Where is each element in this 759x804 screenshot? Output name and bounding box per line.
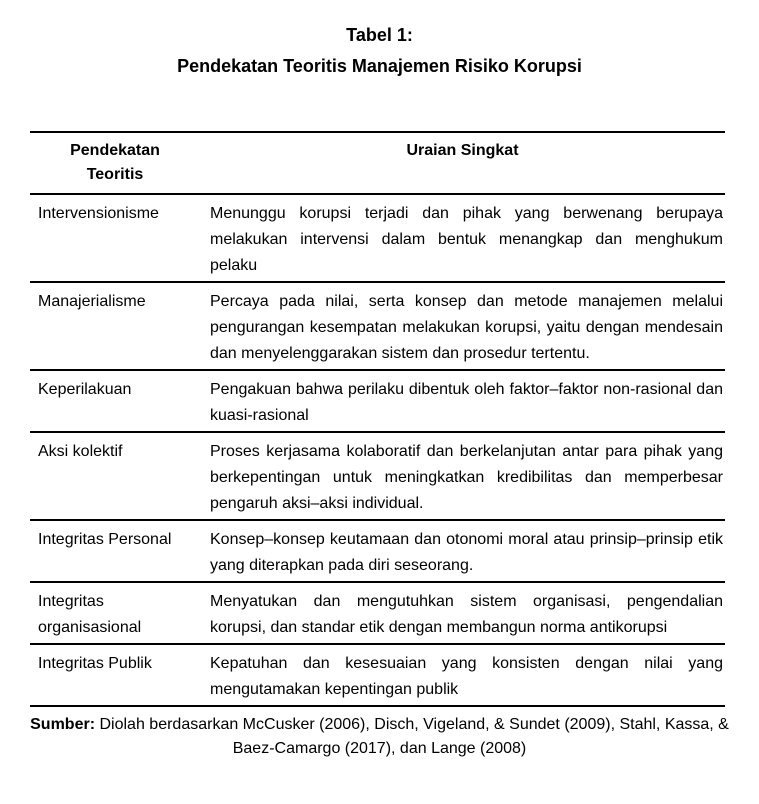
theoretical-approaches-table — [30, 131, 725, 707]
description-cell: Proses kerjasama kolaboratif dan berkelanjutan antar para pihak yang berkepentingan untuk meningkatkan kredibilitas dan memperbesar pengaruh aksi–aksi individual. — [200, 432, 725, 520]
description-cell: Percaya pada nilai, serta konsep dan metode manajemen melalui pengurangan kesempatan melakukan korupsi, yaitu dengan mendesain dan menyelenggarakan sistem dan prosedur tertentu. — [200, 282, 725, 370]
table-caption — [0, 20, 759, 82]
table-row — [30, 582, 725, 644]
header-row — [30, 132, 725, 194]
approach-cell: Integritas organisasional — [30, 582, 200, 644]
description-cell: Menyatukan dan mengutuhkan sistem organisasi, pengendalian korupsi, dan standar etik dengan membangun norma antikorupsi — [200, 582, 725, 644]
description-cell: Menunggu korupsi terjadi dan pihak yang berwenang berupaya melakukan intervensi dalam bentuk menangkap dan menghukum pelaku — [200, 194, 725, 282]
table-header — [30, 132, 725, 194]
description-cell: Kepatuhan dan kesesuaian yang konsisten dengan nilai yang mengutamakan kepentingan publik — [200, 644, 725, 706]
column-header-description: Uraian Singkat — [200, 132, 725, 194]
table-row — [30, 644, 725, 706]
approach-cell: Integritas Publik — [30, 644, 200, 706]
table-row — [30, 520, 725, 582]
table-row — [30, 432, 725, 520]
page — [0, 20, 759, 761]
description-cell: Pengakuan bahwa perilaku dibentuk oleh faktor–faktor non-rasional dan kuasi-rasional — [200, 370, 725, 432]
approach-cell: Aksi kolektif — [30, 432, 200, 520]
approach-cell: Integritas Personal — [30, 520, 200, 582]
approach-cell: Intervensionisme — [30, 194, 200, 282]
source-label: Sumber: — [30, 716, 96, 733]
table-caption-number: Tabel 1: — [346, 25, 413, 45]
table-row — [30, 194, 725, 282]
table-body — [30, 194, 725, 706]
table-row — [30, 282, 725, 370]
description-cell: Konsep–konsep keutamaan dan otonomi moral atau prinsip–prinsip etik yang diterapkan pada diri seseorang. — [200, 520, 725, 582]
table-caption-title: Pendekatan Teoritis Manajemen Risiko Korupsi — [177, 56, 582, 76]
table-row — [30, 370, 725, 432]
column-header-approach: Pendekatan Teoritis — [30, 132, 200, 194]
approach-cell: Manajerialisme — [30, 282, 200, 370]
source-note — [0, 713, 759, 761]
approach-cell: Keperilakuan — [30, 370, 200, 432]
source-text: Diolah berdasarkan McCusker (2006), Disch, Vigeland, & Sundet (2009), Stahl, Kassa, & Baez-Camargo (2017), dan Lange (2008) — [99, 716, 729, 757]
